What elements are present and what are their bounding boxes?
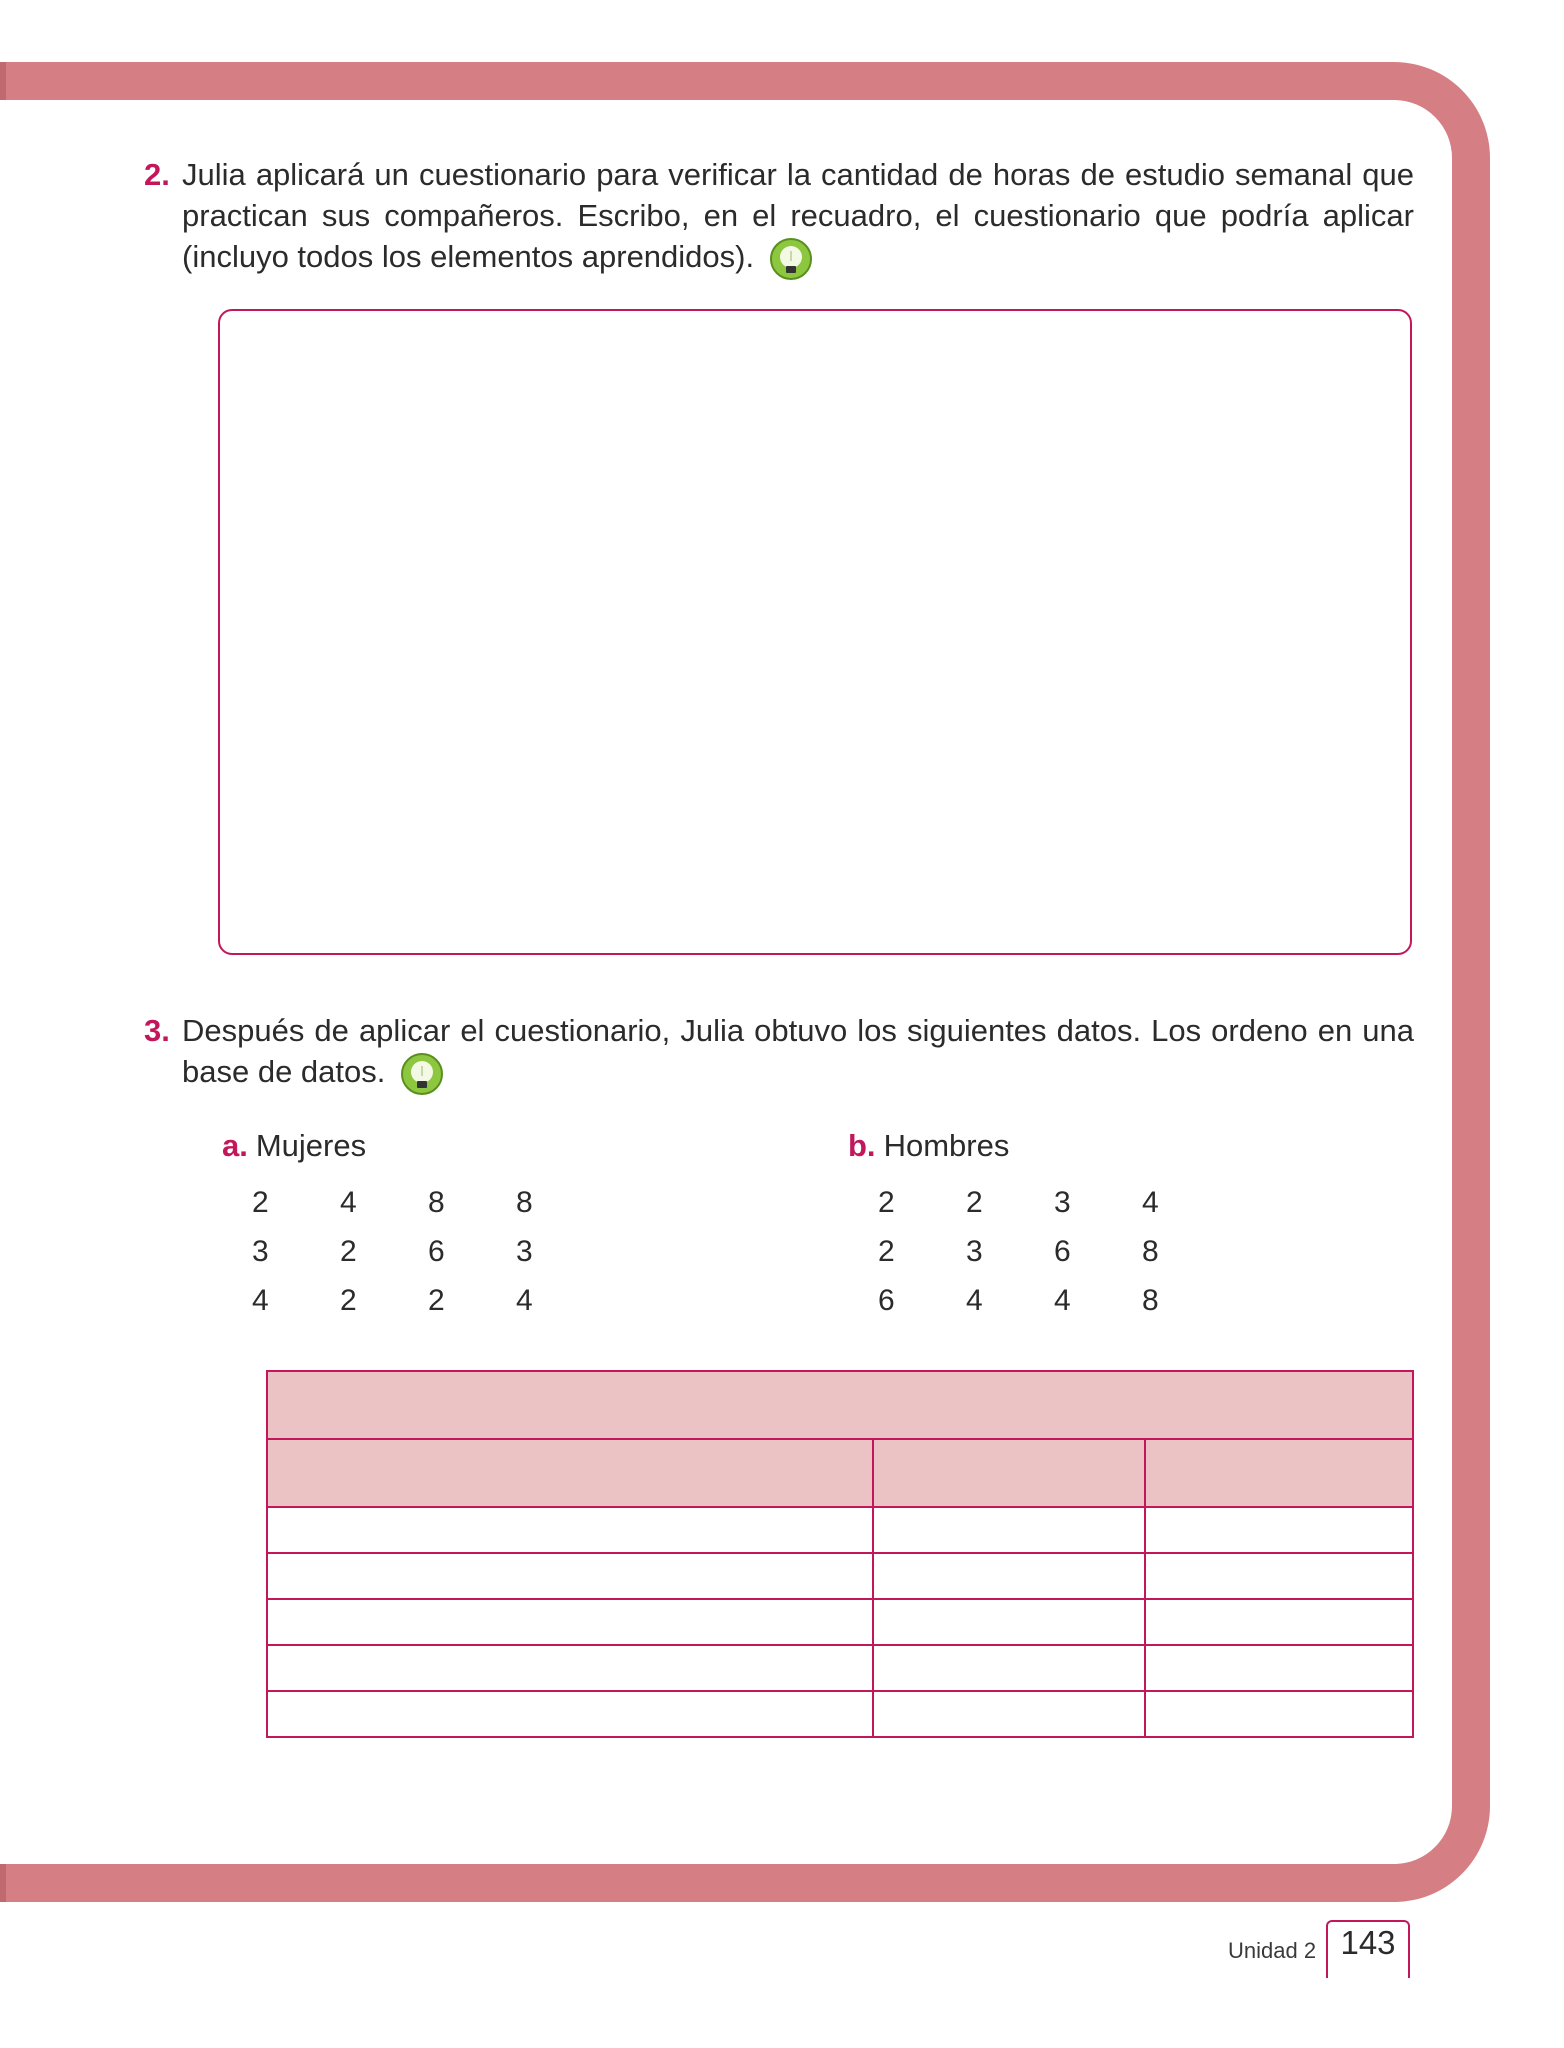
set-title: Mujeres <box>255 1128 367 1163</box>
data-grid <box>878 1178 1230 1325</box>
question-text: Después de aplicar el cuestionario, Julia obtuvo los siguientes datos. Los ordeno en una base de datos. <box>182 1013 1414 1089</box>
page-number: 143 <box>1340 1924 1396 1961</box>
grid-value: 3 <box>966 1234 983 1268</box>
grid-value: 3 <box>1054 1185 1071 1219</box>
question-number: 3. <box>144 1013 170 1048</box>
grid-value: 4 <box>1054 1283 1071 1317</box>
grid-row <box>252 1227 604 1276</box>
table-cell[interactable] <box>267 1553 873 1599</box>
question-3 <box>144 1010 1414 1096</box>
frame-tab <box>0 62 6 100</box>
table-cell[interactable] <box>873 1599 1145 1645</box>
grid-value: 6 <box>1054 1234 1071 1268</box>
grid-value: 2 <box>966 1185 983 1219</box>
grid-row <box>252 1178 604 1227</box>
grid-row <box>252 1276 604 1325</box>
grid-value: 3 <box>252 1234 269 1268</box>
grid-value: 6 <box>428 1234 445 1268</box>
answer-box[interactable] <box>218 309 1412 955</box>
table-cell[interactable] <box>1145 1553 1413 1599</box>
grid-value: 2 <box>428 1283 445 1317</box>
lightbulb-icon <box>400 1052 444 1096</box>
table-cell[interactable] <box>267 1645 873 1691</box>
table-cell[interactable] <box>267 1599 873 1645</box>
grid-value: 3 <box>516 1234 533 1268</box>
database-table <box>266 1370 1414 1738</box>
grid-value: 8 <box>1142 1234 1159 1268</box>
grid-row <box>878 1178 1230 1227</box>
table-row <box>267 1553 1413 1599</box>
unit-label: Unidad 2 <box>1228 1938 1317 1963</box>
table-row <box>267 1507 1413 1553</box>
grid-value: 8 <box>1142 1283 1159 1317</box>
grid-value: 2 <box>878 1185 895 1219</box>
table-title-cell[interactable] <box>267 1371 1413 1439</box>
data-set-hombres <box>848 1128 1159 1317</box>
table-cell[interactable] <box>1145 1599 1413 1645</box>
question-number: 2. <box>144 157 170 192</box>
table-header-cell[interactable] <box>1145 1439 1413 1507</box>
set-label: b. <box>848 1128 876 1163</box>
grid-value: 4 <box>340 1185 357 1219</box>
table-cell[interactable] <box>873 1553 1145 1599</box>
grid-row <box>878 1227 1230 1276</box>
data-grid <box>252 1178 604 1325</box>
frame-tab <box>0 1864 6 1902</box>
table-cell[interactable] <box>873 1691 1145 1737</box>
grid-row <box>878 1276 1230 1325</box>
table-cell[interactable] <box>1145 1645 1413 1691</box>
question-2 <box>144 154 1414 281</box>
grid-value: 8 <box>516 1185 533 1219</box>
data-set-mujeres <box>222 1128 533 1317</box>
table-cell[interactable] <box>267 1507 873 1553</box>
table-header-row <box>267 1439 1413 1507</box>
grid-value: 2 <box>340 1283 357 1317</box>
table-cell[interactable] <box>873 1645 1145 1691</box>
table-header-cell[interactable] <box>267 1439 873 1507</box>
table-row <box>267 1691 1413 1737</box>
grid-value: 4 <box>966 1283 983 1317</box>
table-row <box>267 1645 1413 1691</box>
table-cell[interactable] <box>873 1507 1145 1553</box>
table-cell[interactable] <box>1145 1691 1413 1737</box>
grid-value: 6 <box>878 1283 895 1317</box>
table-cell[interactable] <box>1145 1507 1413 1553</box>
lightbulb-icon <box>769 237 813 281</box>
question-text: Julia aplicará un cuestionario para verificar la cantidad de horas de estudio semanal que practican sus compañeros. Escribo, en el recuadro, el cuestionario que podría aplicar (incluyo todos los elementos aprendidos). <box>182 157 1414 274</box>
table-cell[interactable] <box>267 1691 873 1737</box>
grid-value: 4 <box>516 1283 533 1317</box>
grid-value: 2 <box>252 1185 269 1219</box>
set-label: a. <box>222 1128 248 1163</box>
grid-value: 4 <box>1142 1185 1159 1219</box>
grid-value: 8 <box>428 1185 445 1219</box>
grid-value: 4 <box>252 1283 269 1317</box>
table-header-cell[interactable] <box>873 1439 1145 1507</box>
grid-value: 2 <box>340 1234 357 1268</box>
table-title-row <box>267 1371 1413 1439</box>
set-title: Hombres <box>883 1128 1010 1163</box>
grid-value: 2 <box>878 1234 895 1268</box>
table-row <box>267 1599 1413 1645</box>
